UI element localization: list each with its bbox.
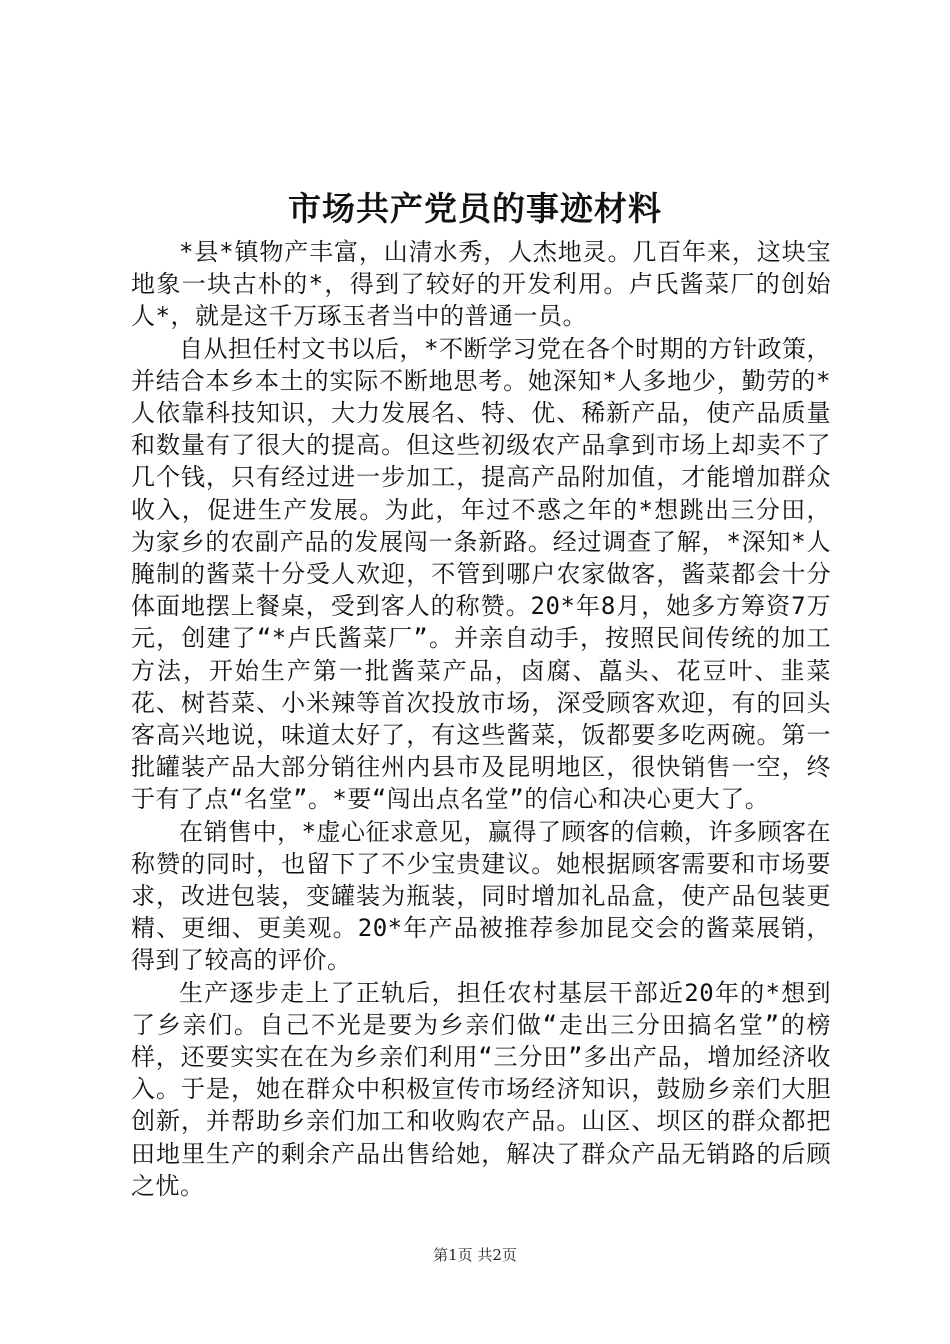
document-body: [131, 236, 831, 1202]
document-title: 市场共产党员的事迹材料: [288, 189, 662, 228]
paragraph: *县*镇物产丰富，山清水秀，人杰地灵。几百年来，这块宝地象一块古朴的*，得到了较好的开发利用。卢氏酱菜厂的创始人*，就是这千万琢玉者当中的普通一员。: [131, 238, 831, 331]
paragraph: 在销售中，*虚心征求意见，赢得了顾客的信赖，许多顾客在称赞的同时，也留下了不少宝贵建议。她根据顾客需要和市场要求，改进包装，变罐装为瓶装，同时增加礼品盒，使产品包装更精、更细、更美观。20*年产品被推荐参加昆交会的酱菜展销，得到了较高的评价。: [131, 817, 831, 975]
paragraph: 生产逐步走上了正轨后，担任农村基层干部近20年的*想到了乡亲们。自己不光是要为乡亲们做“走出三分田搞名堂”的榜样，还要实实在在为乡亲们利用“三分田”多出产品，增加经济收入。于是，她在群众中积极宣传市场经济知识，鼓励乡亲们大胆创新，并帮助乡亲们加工和收购农产品。山区、坝区的群众都把田地里生产的剩余产品出售给她，解决了群众产品无销路的后顾之忧。: [131, 978, 831, 1200]
page-number-footer: 第1页 共2页: [433, 1246, 517, 1264]
paragraph: 自从担任村文书以后，*不断学习党在各个时期的方针政策，并结合本乡本土的实际不断地思考。她深知*人多地少，勤劳的*人依靠科技知识，大力发展名、特、优、稀新产品，使产品质量和数量有了很大的提高。但这些初级农产品拿到市场上却卖不了几个钱，只有经过进一步加工，提高产品附加值，才能增加群众收入，促进生产发展。为此，年过不惑之年的*想跳出三分田，为家乡的农副产品的发展闯一条新路。经过调查了解，*深知*人腌制的酱菜十分受人欢迎，不管到哪户农家做客，酱菜都会十分体面地摆上餐桌，受到客人的称赞。20*年8月，她多方筹资7万元，创建了“*卢氏酱菜厂”。并亲自动手，按照民间传统的加工方法，开始生产第一批酱菜产品，卤腐、藠头、花豆叶、韭菜花、树苔菜、小米辣等首次投放市场，深受顾客欢迎，有的回头客高兴地说，味道太好了，有这些酱菜，饭都要多吃两碗。第一批罐装产品大部分销往州内县市及昆明地区，很快销售一空，终于有了点“名堂”。*要“闯出点名堂”的信心和决心更大了。: [131, 334, 831, 814]
